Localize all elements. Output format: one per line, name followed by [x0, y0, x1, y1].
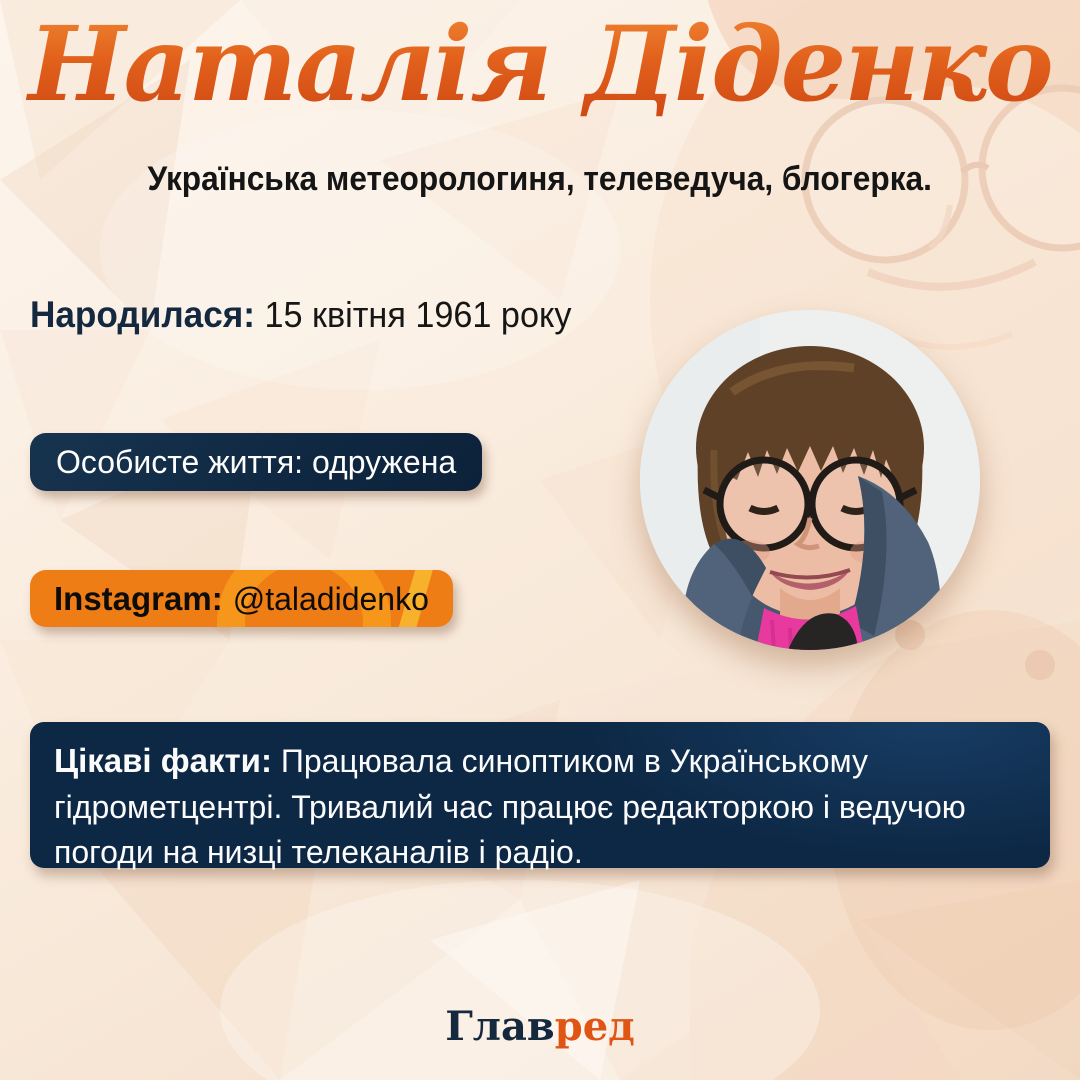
brand-logo-accent: ред — [554, 1003, 635, 1050]
instagram-badge — [30, 570, 453, 627]
instagram-handle: @taladidenko — [232, 580, 429, 617]
facts-label: Цікаві факти: — [54, 742, 272, 779]
subtitle-text: Українська метеорологиня, телеведуча, блогерка. — [147, 160, 933, 198]
brand-logo — [0, 1003, 1080, 1050]
personal-life-text: Особисте життя: одружена — [56, 443, 457, 480]
brand-logo-primary: Глав — [445, 1003, 555, 1050]
portrait-illustration — [640, 310, 980, 650]
facts-card — [30, 722, 1050, 871]
instagram-label: Instagram: — [54, 579, 223, 617]
facts-text: Працювала синоптиком в Українському гідрометцентрі. Тривалий час працює редакторкою і ведучою погоди на низці телеканалів і радіо. — [54, 743, 966, 871]
birth-label: Народилася: — [30, 294, 255, 335]
portrait-photo — [640, 310, 980, 650]
birth-row — [30, 294, 571, 336]
personal-life-badge — [30, 433, 482, 491]
page-title: Наталія Діденко — [0, 2, 1080, 128]
subtitle — [0, 160, 1080, 199]
birth-value: 15 квітня 1961 року — [264, 294, 572, 335]
instagram-row — [54, 580, 429, 618]
